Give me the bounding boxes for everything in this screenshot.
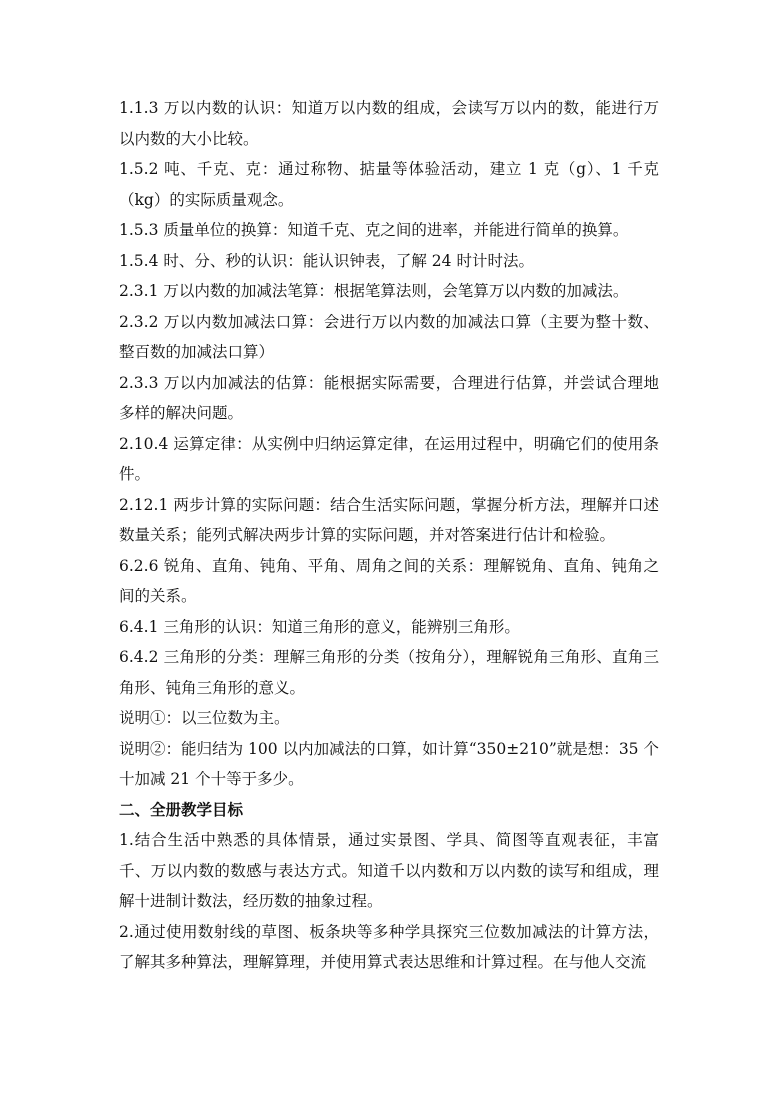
goal-2: 2.通过使用数射线的草图、板条块等多种学具探究三位数加减法的计算方法，了解其多种算法，理解算理，并使用算式表达思维和计算过程。在与他人交流 [119,922,659,971]
paragraph-6-2-6: 6.2.6 锐角、直角、钝角、平角、周角之间的关系：理解锐角、直角、钝角之间的关系。 [119,556,659,605]
paragraph-6-4-1: 6.4.1 三角形的认识：知道三角形的意义，能辨别三角形。 [119,617,520,636]
note-2: 说明②：能归结为 100 以内加减法的口算，如计算“350±210”就是想：35 个十加减 21 个十等于多少。 [119,739,659,788]
note-1: 说明①：以三位数为主。 [119,709,290,727]
paragraph-1-5-3: 1.5.3 质量单位的换算：知道千克、克之间的进率，并能进行简单的换算。 [119,221,629,239]
paragraph-2-3-1: 2.3.1 万以内数的加减法笔算：根据笔算法则，会笔算万以内数的加减法。 [119,282,629,300]
goal-1: 1.结合生活中熟悉的具体情景，通过实景图、学具、简图等直观表征，丰富千、万以内数的数感与表达方式。知道千以内数和万以内数的读写和组成，理解十进制计数法，经历数的抽象过程。 [119,831,659,910]
section-heading: 二、全册教学目标 [119,800,244,819]
paragraph-1-1-3: 1.1.3 万以内数的认识：知道万以内数的组成，会读写万以内的数，能进行万以内数的大小比较。 [119,99,659,148]
paragraph-2-10-4: 2.10.4 运算定律：从实例中归纳运算定律，在运用过程中，明确它们的使用条件。 [119,434,659,483]
document-body [119,93,659,978]
paragraph-1-5-4: 1.5.4 时、分、秒的认识：能认识钟表，了解 24 时计时法。 [119,251,534,270]
paragraph-6-4-2: 6.4.2 三角形的分类：理解三角形的分类（按角分），理解锐角三角形、直角三角形、钝角三角形的意义。 [119,648,659,697]
paragraph-2-12-1: 2.12.1 两步计算的实际问题：结合生活实际问题，掌握分析方法，理解并口述数量关系；能列式解决两步计算的实际问题，并对答案进行估计和检验。 [119,495,659,544]
paragraph-1-5-2: 1.5.2 吨、千克、克：通过称物、掂量等体验活动，建立 1 克（g）、1 千克（kg）的实际质量观念。 [119,160,659,209]
paragraph-2-3-2: 2.3.2 万以内数加减法口算：会进行万以内数的加减法口算（主要为整十数、整百数的加减法口算） [119,312,659,361]
paragraph-2-3-3: 2.3.3 万以内加减法的估算：能根据实际需要，合理进行估算，并尝试合理地多样的解决问题。 [119,373,659,422]
